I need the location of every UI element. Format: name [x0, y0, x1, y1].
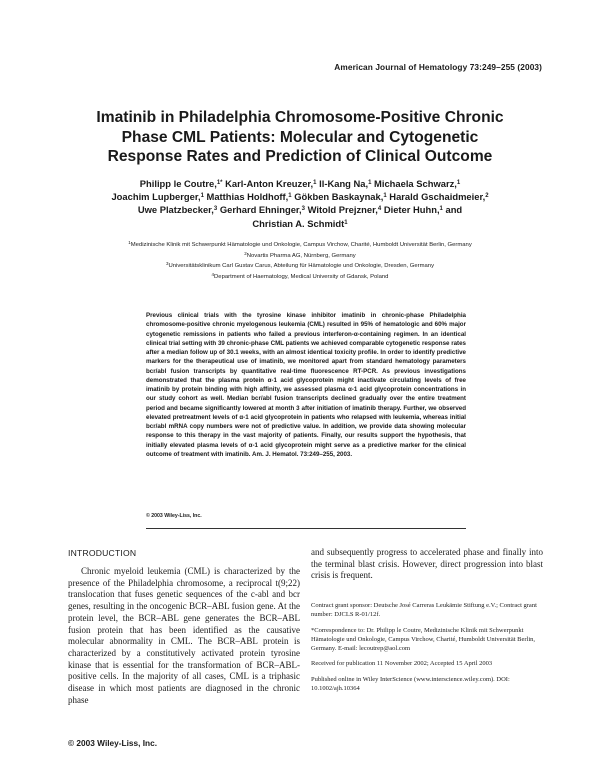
author-name: Harald Gschaidmeier, — [389, 191, 486, 203]
title-line: Response Rates and Prediction of Clinical Outcome — [107, 148, 493, 165]
abstract-copyright: © 2003 Wiley-Liss, Inc. — [146, 513, 202, 519]
author-affil-mark: 1 — [368, 180, 372, 186]
abstract-text: Previous clinical trials with the tyrosine kinase inhibitor imatinib in chronic-phase Philadelphia chromosome-positive chronic myelogenous leukemia (CML) resulted in 95% of hematologic and 60% major cytogenetic remissions in patients who failed a previous interferon-α-containing regimen. In an identical clinical trial setting with 39 chronic-phase CML patients we achieved comparable cytogenetic response rates after a median follow up of 30.1 weeks, with an almost identical toxicity profile. In order to identify predictive markers for the therapeutical use of imatinib, we monitored apart from standard hematology parameters bcr/abl fusion transcripts by quantitative real-time fluorescence RT-PCR. As previous investigations demonstrated that the plasma protein α-1 acid glycoprotein might inactivate circulating levels of free imatinib by protein binding with high affinity, we assessed plasma α-1 acid glycoprotein concentrations in our study cohort as well. Median bcr/abl fusion transcripts declined gradually over the entire treatment period and became significantly lowered at month 3 after initiation of imatinib therapy. Further, we observed elevated pretreatment levels of α-1 acid glycoprotein in patients who relapsed with leukemia, whereas initial bcr/abl mRNA copy numbers were not of predictive value. In addition, we provide data showing molecular response to this therapy in the vast majority of patients. Finally, our results support the hypothesis, that initially elevated plasma levels of α-1 acid glycoprotein might serve as a predictive marker for the clinical outcome of treatment with imatinib. Am. J. Hematol. 73:249–255, 2003. — [146, 312, 466, 458]
author-affil-mark: 1* — [216, 180, 223, 186]
author-affil-mark: 3 — [301, 206, 305, 213]
title-line: Phase CML Patients: Molecular and Cytogenetic — [121, 128, 479, 146]
body-paragraph: Chronic myeloid leukemia (CML) is characterized by the presence of the Philadelphia chromosome, a reciprocal t(9;22) translocation that fuses genetic sequences of the c-abl and bcr genes, resulting in the oncogenic BCR–ABL fusion gene. At the protein level, the BCR–ABL gene generates the BCR–ABL fusion protein that has been identified as the causative molecular abnormality in CML. The BCR–ABL protein is characterized by a constitutively activated protein tyrosine kinase that is essential for the transformation of BCR–ABL-positive cells. In the majority of all cases, CML is a triphasic disease in which most patients are diagnosed in the chronic phase — [68, 566, 300, 705]
body-column-left — [68, 566, 300, 706]
author-name: Joachim Lupberger, — [111, 191, 201, 203]
affiliation — [30, 239, 570, 250]
author-line — [60, 217, 540, 230]
author-name: Il-Kang Na, — [319, 178, 369, 189]
author-affil-mark: 2 — [485, 193, 489, 200]
received-note: Received for publication 11 November 2002; Accepted 15 April 2003 — [311, 660, 493, 668]
author-name: Dieter Huhn, — [383, 204, 440, 216]
author-name: Christian A. Schmidt — [252, 217, 345, 229]
author-affil-mark: 1 — [344, 219, 348, 226]
affiliation-text: Novartis Pharma AG, Nürnberg, Germany — [246, 252, 356, 259]
author-line: Uwe Platzbecker,$^3$ Gerhard Ehninger,$^3$ Witold Prejzner,$^4$ Dieter Huhn,$^1$ and — [137, 204, 463, 216]
affiliation — [30, 260, 570, 271]
affiliation-mark: 3 — [165, 261, 169, 267]
author-affil-mark: 4 — [377, 206, 382, 213]
author-list — [60, 177, 540, 230]
author-name: Karl-Anton Kreuzer, — [225, 178, 314, 189]
body-column-right — [311, 547, 543, 582]
section-divider — [146, 528, 466, 529]
affiliation-text: Medizinische Klinik mit Schwerpunkt Hämatologie und Onkologie, Campus Virchow, Charité, Humboldt Universität Berlin, Germany — [130, 242, 472, 248]
affiliation-text: Department of Haematology, Medical University of Gdansk, Poland — [214, 273, 389, 280]
affiliation — [30, 250, 570, 261]
author-name: Witold Prejzner, — [307, 204, 378, 216]
title-line: Imatinib in Philadelphia Chromosome-Positive Chronic — [96, 109, 504, 126]
author-affil-mark: 1 — [288, 193, 292, 200]
author-affil-mark: 3 — [213, 206, 218, 213]
author-name: Gökben Baskaynak, — [294, 191, 384, 203]
affiliation — [30, 271, 570, 282]
author-name: Gerhard Ehninger, — [219, 204, 302, 216]
author-line — [60, 177, 540, 190]
body-paragraph: and subsequently progress to accelerated phase and finally into the terminal blast crisis. However, direct progression into blast crisis is frequent. — [311, 547, 543, 581]
affiliation-mark: 2 — [244, 250, 247, 256]
affiliation-list — [30, 239, 570, 281]
article-title — [60, 108, 540, 167]
footnotes — [311, 601, 543, 699]
author-line — [60, 190, 540, 203]
affiliation-text: Universitätsklinikum Carl Gustav Carus, Abteilung für Hämatologie und Onkologie, Dresden, Germany — [168, 263, 435, 270]
journal-citation: American Journal of Hematology 73:249–255 (2003) — [334, 62, 542, 72]
author-affil-mark: 1 — [200, 193, 204, 200]
author-name: Uwe Platzbecker, — [137, 204, 214, 216]
introduction-heading: INTRODUCTION — [68, 548, 137, 558]
author-affil-mark: 1 — [439, 206, 443, 213]
author-name: Matthias Holdhoff, — [206, 191, 289, 203]
author-name: Philipp le Coutre, — [139, 178, 217, 189]
author-affil-mark: 1 — [313, 180, 317, 186]
published-note: Published online in Wiley InterScience (www.interscience.wiley.com). DOI: 10.1002/ajh.10364 — [311, 675, 510, 693]
correspondence-note: *Correspondence to: Dr. Philipp le Coutre, Medizinische Klinik mit Schwerpunkt Hämatologie und Onkologie, Campus Virchow, Charité, Humboldt Universität Berlin, Germany. E-mail: lecoutrep@aol.com — [311, 626, 536, 653]
affiliation-mark: 1 — [128, 240, 131, 245]
footer-copyright: © 2003 Wiley-Liss, Inc. — [68, 738, 158, 748]
author-name: Michaela Schwarz, — [374, 178, 457, 189]
grant-note: Contract grant sponsor: Deutsche José Carreras Leukämie Stiftung e.V.; Contract grant number: DJCLS R-01/12f. — [311, 602, 537, 619]
author-affil-mark: 1 — [456, 180, 461, 186]
author-affil-mark: 1 — [383, 193, 387, 200]
affiliation-mark: 4 — [211, 271, 215, 277]
